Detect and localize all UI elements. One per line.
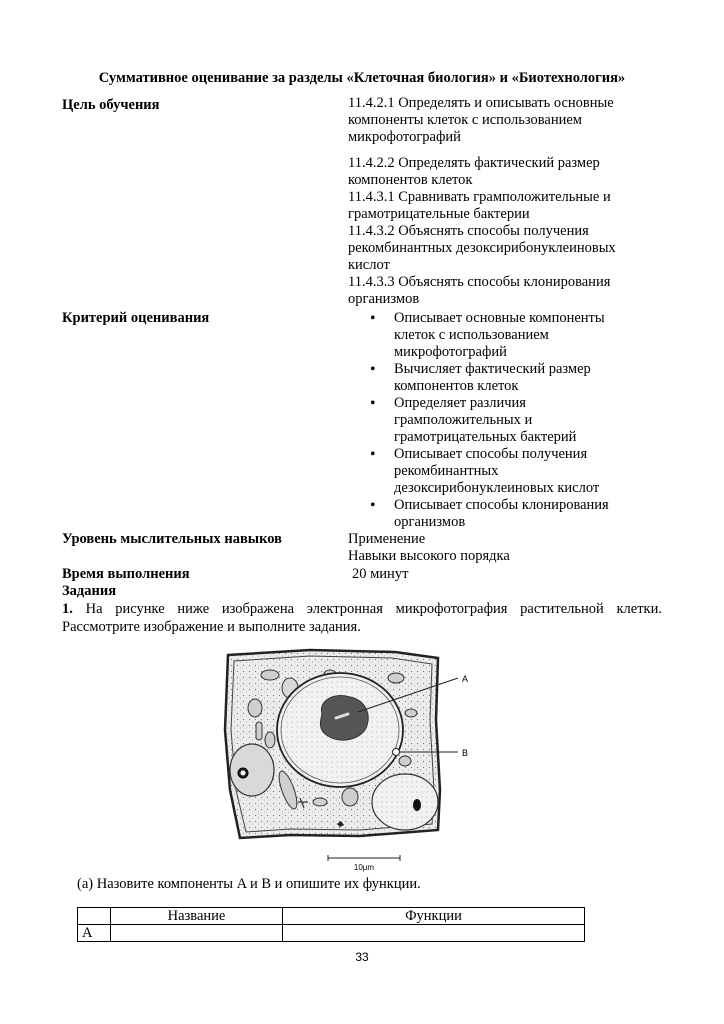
label-b: B: [462, 748, 469, 758]
goal-block-2: [348, 155, 648, 308]
goal-label: Цель обучения: [62, 97, 160, 113]
table-header-cell: [78, 908, 111, 925]
table-cell-input[interactable]: [283, 925, 585, 942]
table-header-cell: Название: [111, 908, 283, 925]
answer-table: [77, 907, 585, 942]
plant-cell-micrograph: [200, 640, 490, 875]
page-number: 33: [355, 950, 369, 964]
tasks-heading: Задания: [62, 583, 117, 599]
nuclear-pore: [393, 749, 400, 756]
mitochondrion: [313, 798, 327, 806]
question-a: (a) Назовите компоненты A и B и опишите их функции.: [77, 876, 421, 892]
thinking-label: Уровень мыслительных навыков: [62, 531, 282, 547]
scale-label: 10µm: [353, 863, 375, 872]
page-title: Суммативное оценивание за разделы «Клеточная биология» и «Биотехнология»: [98, 70, 626, 86]
goal-item: 11.4.3.3 Объяснять способы клонирования организмов: [348, 274, 611, 307]
mitochondrion: [399, 756, 411, 766]
criteria-item: • Описывает способы клонирования организмов: [358, 497, 628, 531]
task-text: На рисунке ниже изображена электронная микрофотография растительной клетки. Рассмотрите изображение и выполните задания.: [62, 601, 662, 635]
starch-grain: [413, 799, 421, 811]
table-cell: A: [78, 925, 111, 942]
organelle: [256, 722, 262, 740]
mitochondrion: [405, 709, 417, 717]
criteria-list: [358, 310, 628, 531]
goal-block-1: [348, 95, 648, 146]
goal-item: 11.4.2.2 Определять фактический размер компонентов клеток: [348, 155, 600, 188]
thinking-value: Применение: [348, 531, 426, 547]
thinking-value: Навыки высокого порядка: [348, 548, 510, 564]
goal-item: 11.4.3.2 Объяснять способы получения рекомбинантных дезоксирибонуклеиновых кислот: [348, 223, 616, 273]
criteria-item: • Описывает способы получения рекомбинантных дезоксирибонуклеиновых кислот: [358, 446, 628, 497]
mitochondrion: [265, 732, 275, 748]
time-label: Время выполнения: [62, 566, 190, 582]
mitochondrion: [342, 788, 358, 806]
nucleolus: [320, 696, 368, 741]
task-number: 1.: [62, 601, 73, 617]
goal-item: 11.4.2.1 Определять и описывать основные компоненты клеток с использованием микрофотографий: [348, 95, 614, 145]
mitochondrion: [248, 699, 262, 717]
goal-item: 11.4.3.1 Сравнивать грамположительные и грамотрицательные бактерии: [348, 189, 611, 222]
task-1: [62, 600, 662, 636]
criteria-item: • Описывает основные компоненты клеток с использованием микрофотографий: [358, 310, 628, 361]
label-a: A: [462, 674, 469, 684]
table-header-cell: Функции: [283, 908, 585, 925]
table-row: [78, 925, 585, 942]
chloroplast: [372, 774, 438, 830]
table-cell-input[interactable]: [111, 925, 283, 942]
time-value: 20 минут: [352, 566, 409, 582]
vacuole: [230, 744, 274, 796]
criteria-item: • Определяет различия грамположительных и грамотрицательных бактерий: [358, 395, 628, 446]
table-header-row: [78, 908, 585, 925]
criteria-item: • Вычисляет фактический размер компонентов клеток: [358, 361, 628, 395]
thinking-values: [348, 531, 648, 565]
mitochondrion: [261, 670, 279, 680]
criteria-label: Критерий оценивания: [62, 310, 210, 326]
mitochondrion: [388, 673, 404, 683]
